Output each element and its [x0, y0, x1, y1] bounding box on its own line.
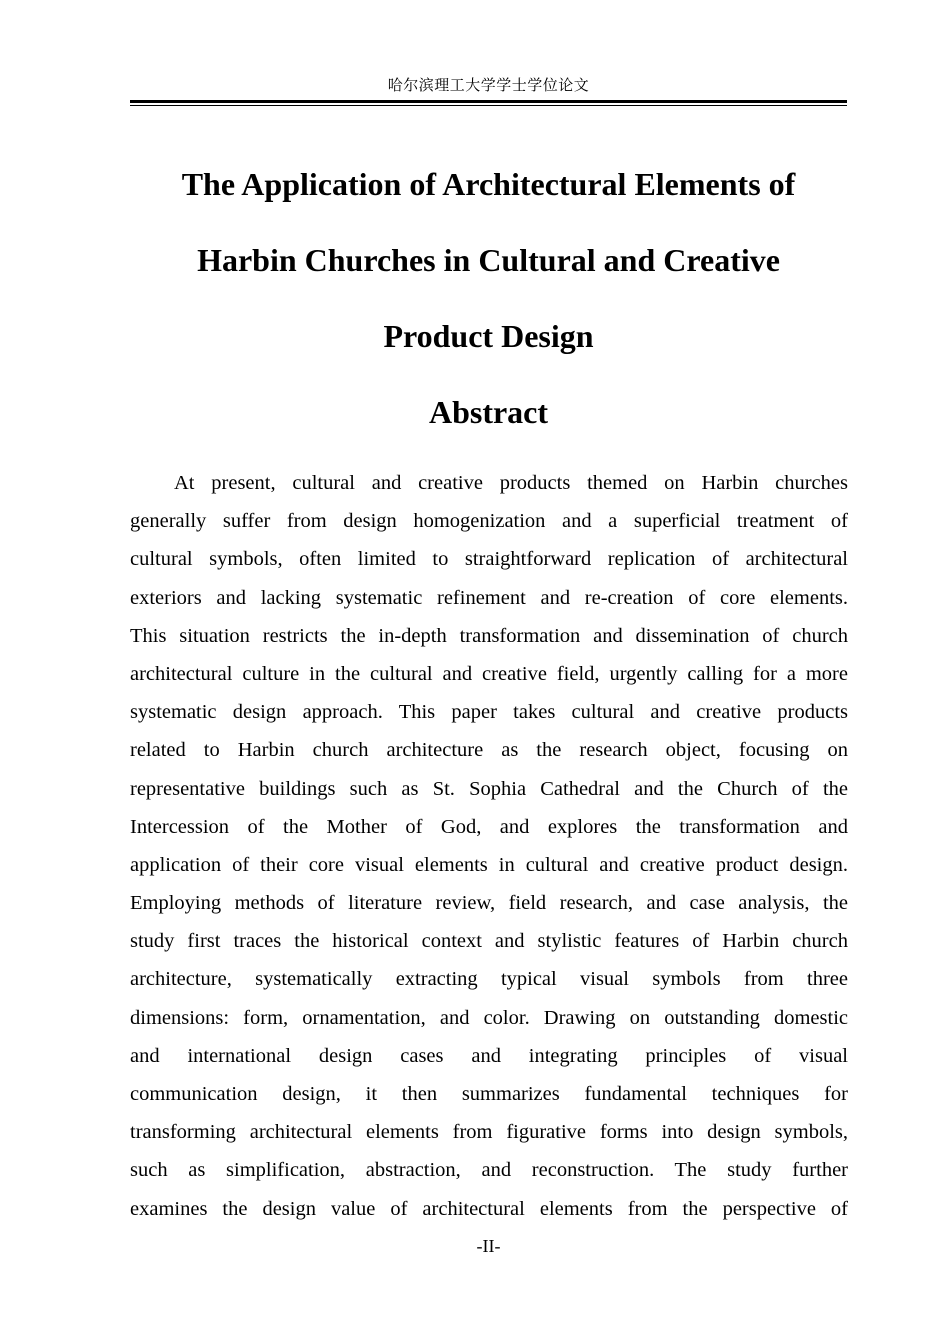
- header-rule-thick: [130, 100, 847, 103]
- abstract-heading: Abstract: [428, 394, 549, 430]
- abstract-line: and international design cases and integrating principles of visual: [130, 1044, 848, 1067]
- abstract-line: cultural symbols, often limited to straightforward replication of architectural: [130, 548, 848, 571]
- title-line: Product Design: [383, 318, 594, 354]
- running-header: 哈尔滨理工大学学士学位论文: [387, 78, 590, 94]
- abstract-line: examines the design value of architectural elements from the perspective of: [130, 1197, 848, 1220]
- abstract-line: dimensions: form, ornamentation, and color. Drawing on outstanding domestic: [130, 1006, 848, 1029]
- abstract-line: systematic design approach. This paper takes cultural and creative products: [130, 701, 848, 724]
- header-rule-thin: [130, 105, 847, 106]
- abstract-line: communication design, it then summarizes fundamental techniques for: [130, 1083, 848, 1105]
- abstract-line: Intercession of the Mother of God, and explores the transformation and: [130, 815, 848, 838]
- thesis-title: [130, 146, 847, 374]
- abstract-line: application of their core visual elements in cultural and creative product design.: [130, 853, 848, 876]
- abstract-line: exteriors and lacking systematic refinement and re-creation of core elements.: [130, 586, 848, 609]
- abstract-line: such as simplification, abstraction, and reconstruction. The study further: [130, 1159, 848, 1182]
- abstract-line: This situation restricts the in-depth transformation and dissemination of church: [130, 624, 848, 647]
- abstract-line: representative buildings such as St. Sophia Cathedral and the Church of the: [130, 777, 848, 800]
- abstract-line: At present, cultural and creative products themed on Harbin churches: [174, 472, 848, 494]
- abstract-line: architectural culture in the cultural and creative field, urgently calling for a more: [130, 662, 848, 685]
- abstract-body: [130, 464, 848, 1228]
- abstract-line: generally suffer from design homogenization and a superficial treatment of: [130, 510, 848, 533]
- title-line: The Application of Architectural Elements of: [181, 166, 796, 202]
- page-number: -II-: [476, 1236, 501, 1256]
- abstract-line: transforming architectural elements from figurative forms into design symbols,: [130, 1121, 848, 1144]
- abstract-line: related to Harbin church architecture as the research object, focusing on: [130, 739, 848, 762]
- abstract-line: Employing methods of literature review, field research, and case analysis, the: [130, 892, 848, 915]
- abstract-line: study first traces the historical context and stylistic features of Harbin church: [130, 930, 848, 953]
- abstract-line: architecture, systematically extracting typical visual symbols from three: [130, 968, 848, 991]
- title-line: Harbin Churches in Cultural and Creative: [197, 242, 780, 278]
